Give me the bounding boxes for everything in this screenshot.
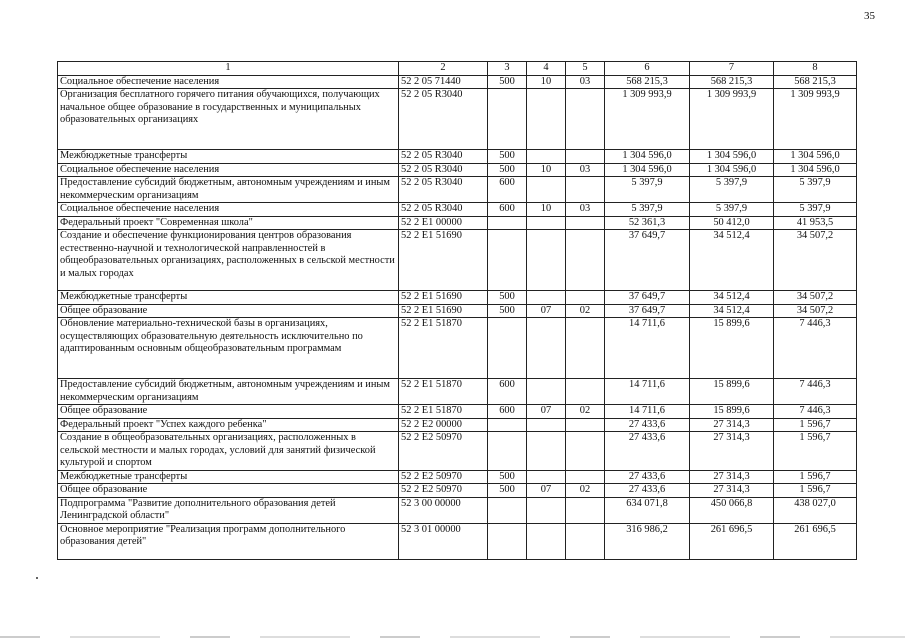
amount-col-7: 1 309 993,9 <box>690 89 774 150</box>
budget-code: 52 2 E2 50970 <box>399 432 488 471</box>
subsection: 03 <box>566 163 605 177</box>
amount-col-6: 27 433,6 <box>605 470 690 484</box>
section <box>527 150 566 164</box>
section: 10 <box>527 75 566 89</box>
table-row <box>58 497 857 523</box>
section: 07 <box>527 484 566 498</box>
amount-col-8: 1 596,7 <box>774 470 857 484</box>
amount-col-8: 1 304 596,0 <box>774 150 857 164</box>
budget-table <box>57 61 857 560</box>
expense-type <box>488 497 527 523</box>
budget-code: 52 2 E2 50970 <box>399 470 488 484</box>
amount-col-7: 1 304 596,0 <box>690 163 774 177</box>
amount-col-8: 34 507,2 <box>774 230 857 291</box>
amount-col-7: 34 512,4 <box>690 230 774 291</box>
amount-col-6: 634 071,8 <box>605 497 690 523</box>
table-row <box>58 291 857 305</box>
budget-code: 52 3 00 00000 <box>399 497 488 523</box>
expense-type: 600 <box>488 379 527 405</box>
header-cell: 6 <box>605 62 690 76</box>
row-name: Обновление материально-технической базы в организациях, осуществляющих образовательную деятельность исключительно по адаптированным основным общеобразовательным программам <box>58 318 399 379</box>
page-number: 35 <box>864 10 875 22</box>
amount-col-6: 37 649,7 <box>605 291 690 305</box>
subsection <box>566 216 605 230</box>
amount-col-8: 568 215,3 <box>774 75 857 89</box>
budget-code: 52 2 05 R3040 <box>399 203 488 217</box>
subsection <box>566 379 605 405</box>
expense-type <box>488 230 527 291</box>
header-cell: 3 <box>488 62 527 76</box>
amount-col-7: 5 397,9 <box>690 177 774 203</box>
amount-col-6: 27 433,6 <box>605 432 690 471</box>
table-row <box>58 432 857 471</box>
amount-col-7: 568 215,3 <box>690 75 774 89</box>
budget-code: 52 2 05 R3040 <box>399 177 488 203</box>
budget-code: 52 2 05 R3040 <box>399 163 488 177</box>
amount-col-8: 1 596,7 <box>774 484 857 498</box>
expense-type: 500 <box>488 75 527 89</box>
expense-type <box>488 523 527 559</box>
amount-col-7: 15 899,6 <box>690 379 774 405</box>
expense-type: 500 <box>488 163 527 177</box>
row-name: Предоставление субсидий бюджетным, автономным учреждениям и иным некоммерческим организациям <box>58 177 399 203</box>
subsection <box>566 432 605 471</box>
section <box>527 497 566 523</box>
amount-col-7: 27 314,3 <box>690 470 774 484</box>
table-row <box>58 177 857 203</box>
section <box>527 379 566 405</box>
table-row <box>58 203 857 217</box>
amount-col-8: 41 953,5 <box>774 216 857 230</box>
amount-col-7: 34 512,4 <box>690 304 774 318</box>
section <box>527 470 566 484</box>
section <box>527 216 566 230</box>
amount-col-6: 14 711,6 <box>605 405 690 419</box>
amount-col-8: 1 596,7 <box>774 418 857 432</box>
section: 07 <box>527 405 566 419</box>
row-name: Межбюджетные трансферты <box>58 470 399 484</box>
row-name: Организация бесплатного горячего питания обучающихся, получающих начальное общее образование в государственных и муниципальных образовательных организациях <box>58 89 399 150</box>
section <box>527 418 566 432</box>
expense-type <box>488 432 527 471</box>
table-row <box>58 405 857 419</box>
expense-type: 500 <box>488 304 527 318</box>
scan-speck <box>36 577 38 579</box>
expense-type: 500 <box>488 470 527 484</box>
budget-code: 52 2 E2 50970 <box>399 484 488 498</box>
amount-col-8: 7 446,3 <box>774 405 857 419</box>
section <box>527 177 566 203</box>
section: 10 <box>527 163 566 177</box>
amount-col-7: 50 412,0 <box>690 216 774 230</box>
expense-type <box>488 418 527 432</box>
amount-col-7: 261 696,5 <box>690 523 774 559</box>
budget-code: 52 2 E1 51690 <box>399 291 488 305</box>
section <box>527 89 566 150</box>
amount-col-6: 14 711,6 <box>605 318 690 379</box>
expense-type <box>488 89 527 150</box>
amount-col-7: 450 066,8 <box>690 497 774 523</box>
amount-col-8: 5 397,9 <box>774 203 857 217</box>
amount-col-8: 7 446,3 <box>774 318 857 379</box>
table-row <box>58 89 857 150</box>
row-name: Социальное обеспечение населения <box>58 203 399 217</box>
subsection <box>566 470 605 484</box>
table-row <box>58 163 857 177</box>
table-row <box>58 216 857 230</box>
subsection: 02 <box>566 484 605 498</box>
header-cell: 2 <box>399 62 488 76</box>
budget-code: 52 2 E1 51870 <box>399 379 488 405</box>
amount-col-6: 1 309 993,9 <box>605 89 690 150</box>
table-row <box>58 484 857 498</box>
row-name: Предоставление субсидий бюджетным, автономным учреждениям и иным некоммерческим организациям <box>58 379 399 405</box>
section <box>527 291 566 305</box>
amount-col-7: 34 512,4 <box>690 291 774 305</box>
row-name: Социальное обеспечение населения <box>58 75 399 89</box>
expense-type <box>488 216 527 230</box>
row-name: Межбюджетные трансферты <box>58 150 399 164</box>
amount-col-6: 1 304 596,0 <box>605 163 690 177</box>
amount-col-7: 15 899,6 <box>690 405 774 419</box>
subsection <box>566 291 605 305</box>
amount-col-7: 27 314,3 <box>690 418 774 432</box>
amount-col-8: 5 397,9 <box>774 177 857 203</box>
subsection: 02 <box>566 405 605 419</box>
section <box>527 230 566 291</box>
subsection <box>566 497 605 523</box>
section <box>527 432 566 471</box>
row-name: Федеральный проект "Современная школа" <box>58 216 399 230</box>
header-cell: 4 <box>527 62 566 76</box>
budget-code: 52 2 E2 00000 <box>399 418 488 432</box>
amount-col-6: 14 711,6 <box>605 379 690 405</box>
header-cell: 5 <box>566 62 605 76</box>
budget-code: 52 2 E1 51690 <box>399 304 488 318</box>
section: 10 <box>527 203 566 217</box>
expense-type: 600 <box>488 405 527 419</box>
row-name: Межбюджетные трансферты <box>58 291 399 305</box>
subsection: 02 <box>566 304 605 318</box>
table-row <box>58 304 857 318</box>
table-row <box>58 379 857 405</box>
header-cell: 7 <box>690 62 774 76</box>
table-row <box>58 418 857 432</box>
amount-col-6: 316 986,2 <box>605 523 690 559</box>
amount-col-6: 37 649,7 <box>605 304 690 318</box>
amount-col-6: 27 433,6 <box>605 484 690 498</box>
subsection: 03 <box>566 203 605 217</box>
amount-col-7: 15 899,6 <box>690 318 774 379</box>
budget-code: 52 2 05 71440 <box>399 75 488 89</box>
amount-col-6: 5 397,9 <box>605 203 690 217</box>
budget-code: 52 2 E1 51690 <box>399 230 488 291</box>
subsection: 03 <box>566 75 605 89</box>
amount-col-8: 34 507,2 <box>774 291 857 305</box>
amount-col-8: 34 507,2 <box>774 304 857 318</box>
amount-col-8: 438 027,0 <box>774 497 857 523</box>
header-row <box>58 62 857 76</box>
subsection <box>566 523 605 559</box>
table-row <box>58 523 857 559</box>
budget-code: 52 3 01 00000 <box>399 523 488 559</box>
amount-col-7: 27 314,3 <box>690 484 774 498</box>
table-row <box>58 470 857 484</box>
row-name: Общее образование <box>58 484 399 498</box>
section <box>527 318 566 379</box>
subsection <box>566 418 605 432</box>
expense-type: 500 <box>488 291 527 305</box>
amount-col-6: 1 304 596,0 <box>605 150 690 164</box>
subsection <box>566 177 605 203</box>
row-name: Подпрограмма "Развитие дополнительного образования детей Ленинградской области" <box>58 497 399 523</box>
subsection <box>566 89 605 150</box>
budget-code: 52 2 E1 00000 <box>399 216 488 230</box>
header-cell: 8 <box>774 62 857 76</box>
amount-col-8: 261 696,5 <box>774 523 857 559</box>
amount-col-8: 1 309 993,9 <box>774 89 857 150</box>
expense-type: 600 <box>488 177 527 203</box>
row-name: Общее образование <box>58 304 399 318</box>
table-row <box>58 230 857 291</box>
budget-code: 52 2 05 R3040 <box>399 89 488 150</box>
row-name: Основное мероприятие "Реализация программ дополнительного образования детей" <box>58 523 399 559</box>
table-row <box>58 318 857 379</box>
amount-col-8: 1 304 596,0 <box>774 163 857 177</box>
budget-code: 52 2 E1 51870 <box>399 405 488 419</box>
amount-col-8: 7 446,3 <box>774 379 857 405</box>
expense-type: 600 <box>488 203 527 217</box>
amount-col-7: 27 314,3 <box>690 432 774 471</box>
expense-type: 500 <box>488 484 527 498</box>
amount-col-6: 5 397,9 <box>605 177 690 203</box>
budget-code: 52 2 05 R3040 <box>399 150 488 164</box>
scan-artifact-line <box>0 636 905 638</box>
subsection <box>566 150 605 164</box>
amount-col-7: 5 397,9 <box>690 203 774 217</box>
budget-code: 52 2 E1 51870 <box>399 318 488 379</box>
row-name: Социальное обеспечение населения <box>58 163 399 177</box>
row-name: Создание и обеспечение функционирования центров образования естественно-научной и технологической направленностей в общеобразовательных организациях, расположенных в сельской местности и малых городах <box>58 230 399 291</box>
expense-type: 500 <box>488 150 527 164</box>
amount-col-6: 568 215,3 <box>605 75 690 89</box>
header-cell: 1 <box>58 62 399 76</box>
section <box>527 523 566 559</box>
row-name: Общее образование <box>58 405 399 419</box>
amount-col-6: 52 361,3 <box>605 216 690 230</box>
amount-col-6: 37 649,7 <box>605 230 690 291</box>
subsection <box>566 230 605 291</box>
row-name: Создание в общеобразовательных организациях, расположенных в сельской местности и малых городах, условий для занятий физической культурой и спортом <box>58 432 399 471</box>
amount-col-6: 27 433,6 <box>605 418 690 432</box>
expense-type <box>488 318 527 379</box>
table-row <box>58 75 857 89</box>
amount-col-8: 1 596,7 <box>774 432 857 471</box>
amount-col-7: 1 304 596,0 <box>690 150 774 164</box>
section: 07 <box>527 304 566 318</box>
subsection <box>566 318 605 379</box>
row-name: Федеральный проект "Успех каждого ребенка" <box>58 418 399 432</box>
table-row <box>58 150 857 164</box>
